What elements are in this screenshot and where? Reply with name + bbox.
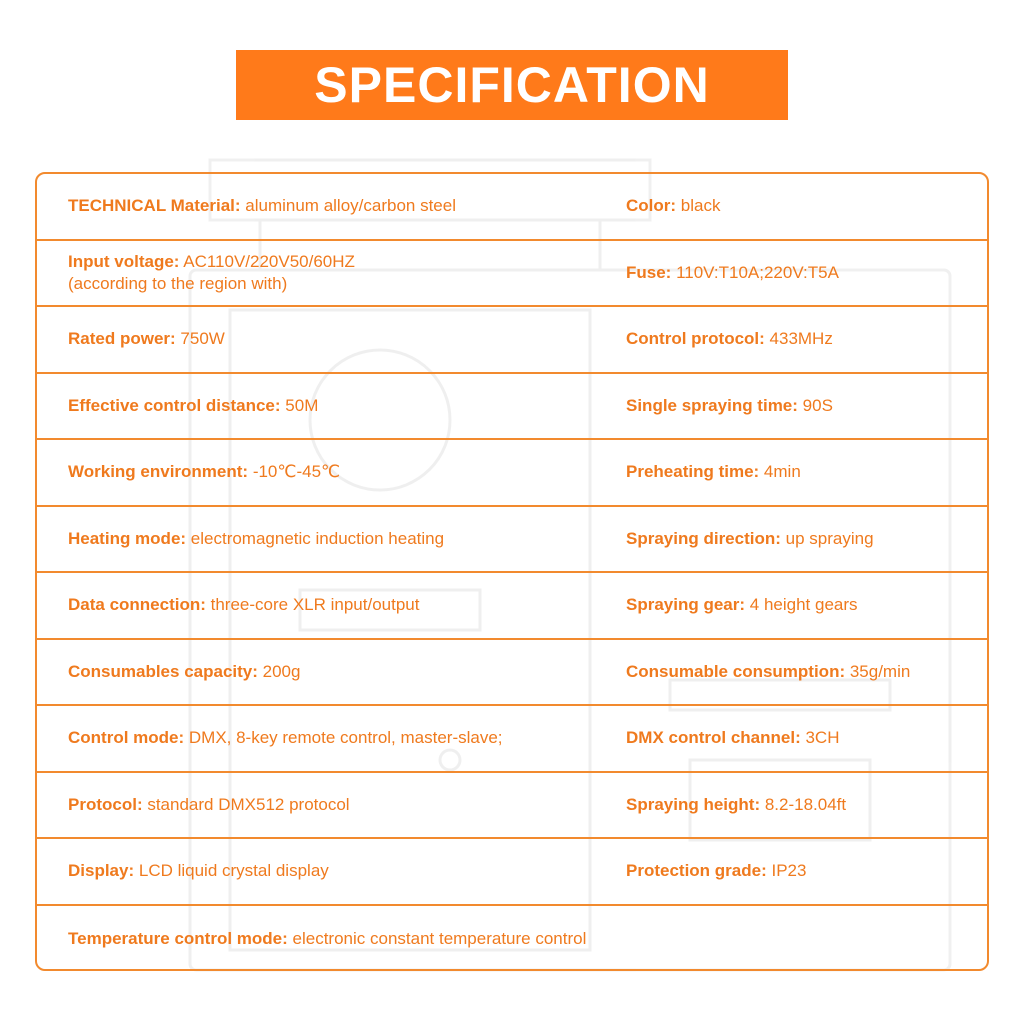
spec-value: DMX, 8-key remote control, master-slave;: [184, 728, 503, 748]
spec-label: Consumable consumption:: [626, 661, 846, 681]
spec-row: [37, 507, 987, 574]
spec-label: Temperature control mode:: [68, 928, 288, 948]
spec-cell: [626, 773, 986, 838]
spec-value: 110V:T10A;220V:T5A: [671, 262, 839, 282]
spec-label: Working environment:: [68, 462, 249, 482]
spec-label: Spraying direction:: [626, 528, 781, 548]
spec-label: Preheating time:: [626, 462, 760, 482]
spec-value-continued: (according to the region with): [68, 273, 288, 293]
spec-value: aluminum alloy/carbon steel: [240, 196, 456, 216]
spec-row: [37, 307, 987, 374]
spec-cell: [626, 440, 986, 505]
spec-label: DMX control channel:: [626, 728, 801, 748]
spec-value: -10℃-45℃: [248, 462, 341, 482]
spec-value: IP23: [766, 861, 807, 881]
spec-cell: [68, 374, 608, 439]
spec-label: Protocol:: [68, 794, 143, 814]
spec-label: Consumables capacity:: [68, 661, 258, 681]
spec-label: Spraying height:: [626, 794, 761, 814]
spec-row: [37, 374, 987, 441]
spec-value: 50M: [280, 395, 319, 415]
spec-value: 8.2-18.04ft: [760, 794, 847, 814]
spec-cell: [68, 906, 948, 972]
spec-row: [37, 440, 987, 507]
spec-value: electromagnetic induction heating: [186, 528, 445, 548]
spec-value: electronic constant temperature control: [287, 928, 587, 948]
spec-value: 4 height gears: [745, 595, 858, 615]
spec-row: [37, 706, 987, 773]
spec-label: Spraying gear:: [626, 595, 746, 615]
title-banner: [236, 50, 788, 120]
spec-label: Display:: [68, 861, 135, 881]
spec-cell: [626, 374, 986, 439]
spec-cell: [626, 573, 986, 638]
spec-value: up spraying: [780, 528, 874, 548]
page-title: SPECIFICATION: [314, 57, 710, 113]
spec-cell: [626, 640, 986, 705]
spec-cell: [626, 241, 986, 306]
spec-label: Control mode:: [68, 728, 185, 748]
spec-value: 433MHz: [764, 329, 833, 349]
spec-value: 90S: [797, 395, 833, 415]
spec-cell: [626, 307, 986, 372]
spec-cell: [68, 307, 608, 372]
spec-label: Input voltage:: [68, 251, 180, 271]
spec-value: 35g/min: [845, 661, 911, 681]
spec-value: 3CH: [800, 728, 840, 748]
spec-row: [37, 573, 987, 640]
spec-row: [37, 640, 987, 707]
spec-label: Control protocol:: [626, 329, 765, 349]
spec-value: 4min: [759, 462, 801, 482]
spec-value: standard DMX512 protocol: [142, 794, 350, 814]
spec-value: LCD liquid crystal display: [134, 861, 329, 881]
spec-row: [37, 839, 987, 906]
spec-label: Protection grade:: [626, 861, 767, 881]
spec-value: 750W: [175, 329, 225, 349]
spec-cell: [68, 839, 608, 904]
spec-label: Data connection:: [68, 595, 206, 615]
specification-table: [35, 172, 989, 971]
spec-cell: [68, 573, 608, 638]
spec-cell: [68, 440, 608, 505]
spec-row: [37, 906, 987, 972]
spec-cell: [626, 507, 986, 572]
spec-cell: [626, 706, 986, 771]
spec-label: Heating mode:: [68, 528, 187, 548]
spec-cell: [626, 839, 986, 904]
spec-value: black: [676, 196, 721, 216]
spec-cell: [68, 706, 608, 771]
spec-cell: [68, 507, 608, 572]
spec-label: TECHNICAL Material:: [68, 196, 241, 216]
spec-value: AC110V/220V50/60HZ: [179, 251, 355, 271]
spec-value: three-core XLR input/output: [205, 595, 420, 615]
spec-cell: [68, 640, 608, 705]
spec-label: Rated power:: [68, 329, 176, 349]
spec-row: [37, 241, 987, 308]
spec-cell: [68, 773, 608, 838]
spec-label: Single spraying time:: [626, 395, 798, 415]
spec-row: [37, 174, 987, 241]
spec-value: 200g: [257, 661, 301, 681]
spec-label: Effective control distance:: [68, 395, 281, 415]
spec-cell: [68, 241, 608, 306]
spec-label: Color:: [626, 196, 677, 216]
spec-cell: [68, 174, 608, 239]
spec-label: Fuse:: [626, 262, 672, 282]
spec-row: [37, 773, 987, 840]
spec-cell: [626, 174, 986, 239]
